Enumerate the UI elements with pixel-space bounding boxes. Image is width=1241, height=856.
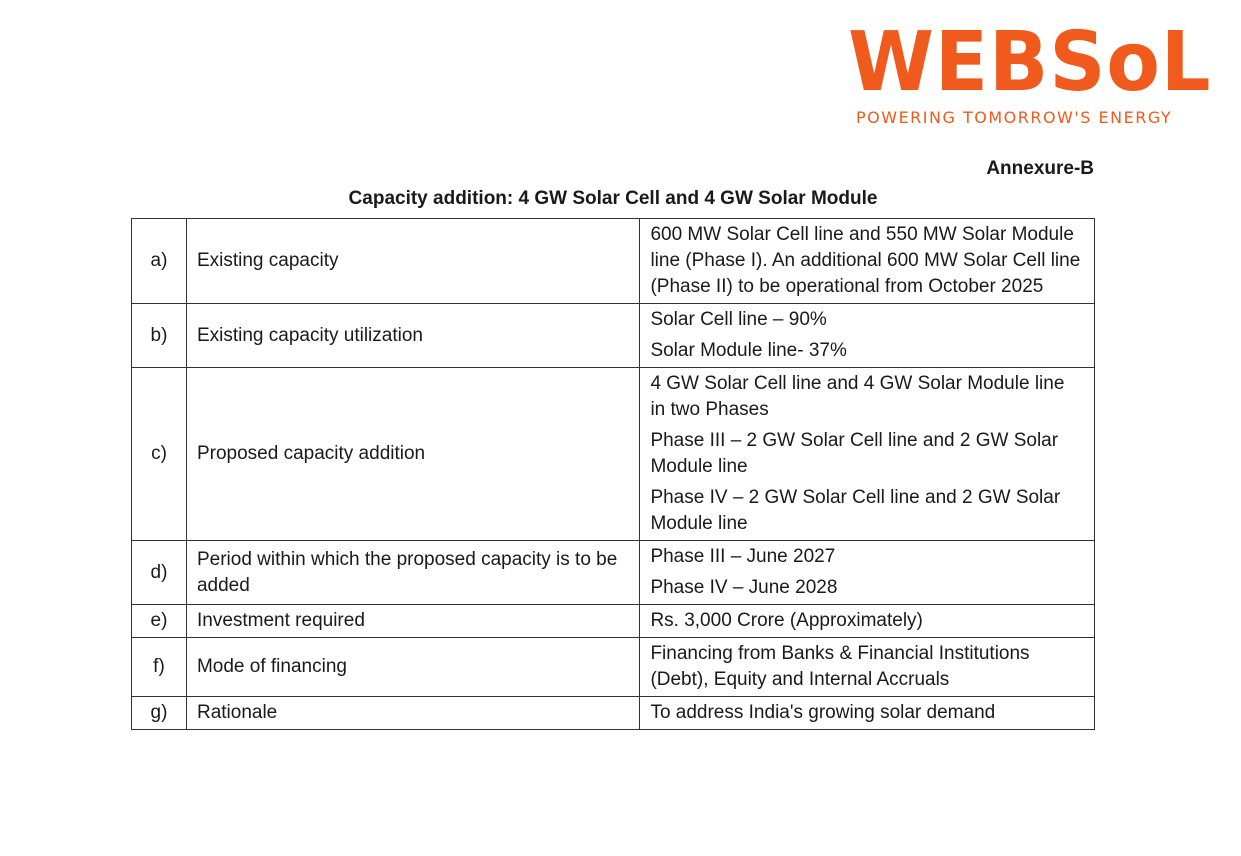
value-paragraph: Phase IV – June 2028 [650, 577, 838, 598]
value-paragraph: Phase III – 2 GW Solar Cell line and 2 GW Solar Module line [650, 430, 1059, 477]
logo-tagline: POWERING TOMORROW'S ENERGY [856, 108, 1173, 127]
row-index: g) [132, 697, 187, 730]
capacity-table [131, 218, 1095, 730]
row-index: f) [132, 638, 187, 697]
table-row [132, 219, 1095, 304]
row-index: c) [132, 368, 187, 541]
row-value [640, 605, 1095, 638]
row-value [640, 219, 1095, 304]
table-row [132, 368, 1095, 541]
value-paragraph: Phase IV – 2 GW Solar Cell line and 2 GW Solar Module line [650, 487, 1061, 534]
row-value [640, 697, 1095, 730]
value-paragraph: Solar Module line- 37% [650, 340, 847, 361]
value-paragraph: To address India's growing solar demand [650, 702, 996, 723]
row-value [640, 304, 1095, 368]
row-index: b) [132, 304, 187, 368]
value-paragraph: 600 MW Solar Cell line and 550 MW Solar Module line (Phase I). An additional 600 MW Solar Cell line (Phase II) to be operational from October 2025 [650, 224, 1081, 297]
row-index: d) [132, 541, 187, 605]
table-caption: Capacity addition: 4 GW Solar Cell and 4 GW Solar Module [348, 188, 878, 209]
row-value [640, 638, 1095, 697]
value-paragraph: 4 GW Solar Cell line and 4 GW Solar Module line in two Phases [650, 373, 1065, 420]
websol-logo [848, 15, 1212, 132]
row-label: Period within which the proposed capacity is to be added [186, 541, 639, 605]
row-index: e) [132, 605, 187, 638]
row-label: Proposed capacity addition [186, 368, 639, 541]
annexure-label: Annexure-B [986, 158, 1094, 179]
row-label: Investment required [186, 605, 639, 638]
table-row [132, 541, 1095, 605]
row-value [640, 368, 1095, 541]
capacity-table-body [132, 219, 1095, 730]
table-row [132, 304, 1095, 368]
row-value [640, 541, 1095, 605]
value-paragraph: Phase III – June 2027 [650, 546, 836, 567]
table-row [132, 605, 1095, 638]
row-label: Existing capacity [186, 219, 639, 304]
value-paragraph: Solar Cell line – 90% [650, 309, 827, 330]
table-row [132, 697, 1095, 730]
value-paragraph: Rs. 3,000 Crore (Approximately) [650, 610, 923, 631]
table-row [132, 638, 1095, 697]
logo-wordmark: WEBSoL [848, 15, 1212, 110]
row-label: Mode of financing [186, 638, 639, 697]
value-paragraph: Financing from Banks & Financial Institutions (Debt), Equity and Internal Accruals [650, 643, 1030, 690]
row-label: Existing capacity utilization [186, 304, 639, 368]
row-index: a) [132, 219, 187, 304]
row-label: Rationale [186, 697, 639, 730]
